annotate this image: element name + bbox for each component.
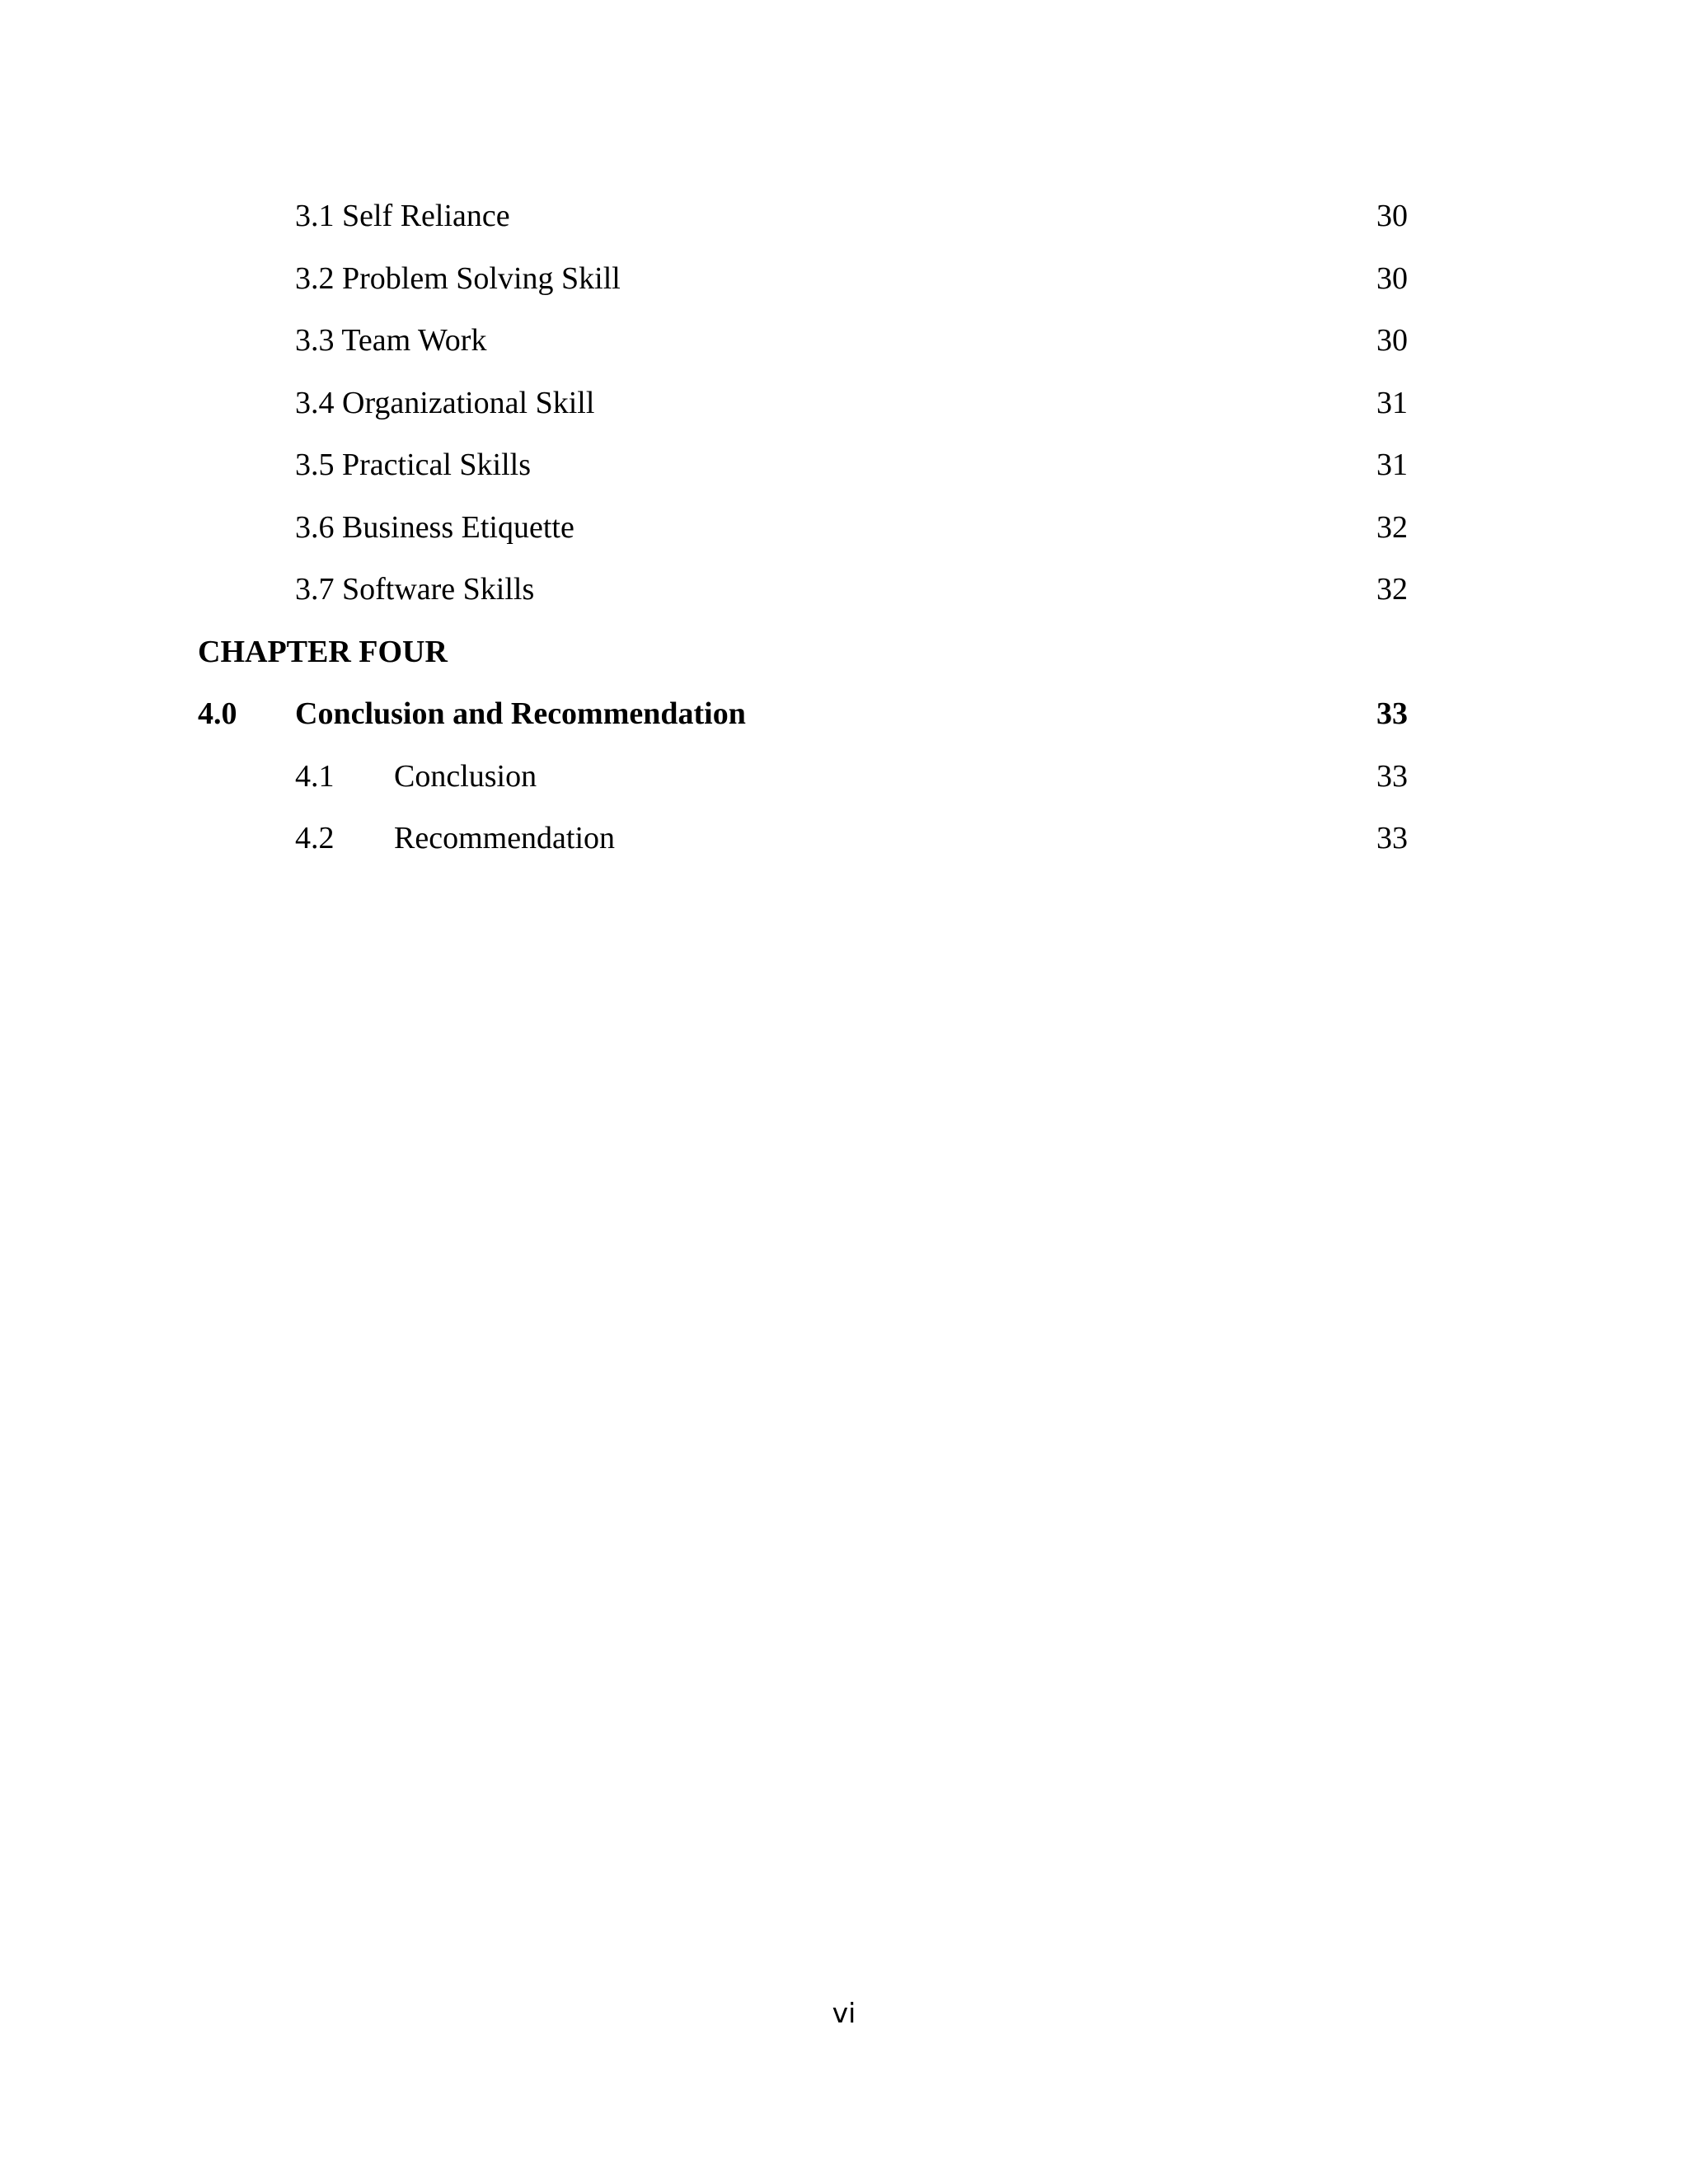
toc-entry-page: 31 [1376, 448, 1408, 482]
toc-entry-page: 33 [1376, 696, 1408, 731]
toc-entry-page: 33 [1376, 821, 1408, 855]
toc-entry-page: 31 [1376, 386, 1408, 420]
toc-entry-number: 4.1 [295, 759, 335, 794]
toc-entry-label: 3.1 Self Reliance [295, 199, 510, 233]
toc-entry-3-1 [0, 191, 1688, 241]
toc-entry-label: 3.7 Software Skills [295, 572, 535, 607]
toc-entry-title: Conclusion and Recommendation [295, 696, 746, 731]
toc-entry-page: 30 [1376, 199, 1408, 233]
toc-entry-page: 32 [1376, 510, 1408, 545]
page-number: vi [832, 1997, 856, 2029]
toc-entry-title: Conclusion [394, 759, 537, 794]
toc-entry-page: 32 [1376, 572, 1408, 607]
toc-entry-3-4 [0, 378, 1688, 428]
chapter-heading-label: CHAPTER FOUR [198, 635, 448, 669]
toc-entry-number: 4.2 [295, 821, 335, 855]
toc-entry-4-2 [0, 813, 1688, 863]
toc-entry-page: 33 [1376, 759, 1408, 794]
toc-entry-3-2 [0, 254, 1688, 303]
toc-entry-label: 3.5 Practical Skills [295, 448, 532, 482]
toc-entry-3-3 [0, 316, 1688, 365]
chapter-four-heading [0, 627, 1688, 677]
toc-entry-label: 3.4 Organizational Skill [295, 386, 595, 420]
toc-entry-label: 3.3 Team Work [295, 323, 487, 358]
toc-entry-4-0 [0, 689, 1688, 738]
toc-entry-page: 30 [1376, 323, 1408, 358]
toc-entry-number: 4.0 [198, 696, 237, 731]
toc-entry-4-1 [0, 752, 1688, 801]
toc-entry-3-6 [0, 503, 1688, 552]
toc-entry-page: 30 [1376, 261, 1408, 296]
toc-entry-label: 3.6 Business Etiquette [295, 510, 574, 545]
toc-entry-title: Recommendation [394, 821, 616, 855]
toc-entry-3-7 [0, 565, 1688, 614]
toc-entry-3-5 [0, 440, 1688, 490]
toc-entry-label: 3.2 Problem Solving Skill [295, 261, 621, 296]
